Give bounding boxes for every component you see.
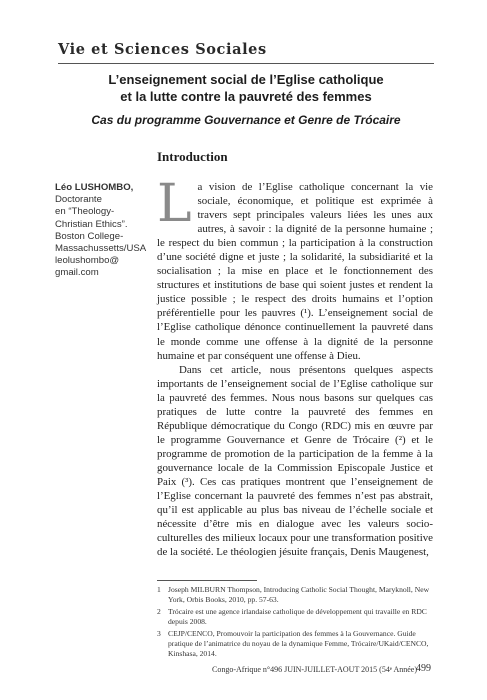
footnote-1 xyxy=(157,585,433,605)
footnote-text: CEJP/CENCO, Promouvoir la participation des femmes à la Gouvernance. Guide pratique de l’animatrice du noyau de la dynamique Femme, Trócaire/UKaid/CENCO, Kinshasa, 2014. xyxy=(168,629,429,658)
paragraph-1 xyxy=(157,174,433,363)
author-line: Boston College- xyxy=(55,230,124,242)
footnote-2 xyxy=(157,607,433,627)
author-line: en “Theology- xyxy=(55,206,115,218)
footnote-number: 1 xyxy=(157,585,161,594)
issue-footer: Congo-Afrique n°496 JUIN-JUILLET-AOUT 2015 (54ᵉ Année) xyxy=(212,665,417,674)
article-body xyxy=(157,174,433,559)
footnote-text: Trócaire est une agence irlandaise catholique de développement qui travaille en RDC depuis 2008. xyxy=(168,607,427,626)
author-line: Doctorante xyxy=(55,194,102,206)
article-title-line-1: L’enseignement social de l’Eglise catholique xyxy=(108,72,384,87)
article-subtitle: Cas du programme Gouvernance et Genre de Trócaire xyxy=(91,113,401,127)
footnote-number: 2 xyxy=(157,607,161,616)
footnote-number: 3 xyxy=(157,629,161,638)
section-heading-introduction: Introduction xyxy=(157,149,228,164)
author-email: gmail.com xyxy=(55,267,99,279)
footnote-text: Joseph MILBURN Thompson, Introducing Catholic Social Thought, Maryknoll, New York, Orbis Books, 2010, pp. 57-63. xyxy=(168,585,430,604)
article-title xyxy=(58,71,434,105)
paragraph-1-text: a vision de l’Eglise catholique concernant la vie sociale, économique, et politique est exprimée à travers sept principales valeurs liées les unes aux autres, à savoir : la dignité de la personne humaine ; le respect du bien commun ; la participation à la construction d’une société digne et juste ; la solidarité, la subsidiarité et la socialisation ; la mise en place et le fonctionnement des structures et institutions de base qui soient justes et rendent la justice possible ; le respect des droits humains et l’option préférentielle pour les pauvres (¹). L’enseignement social de l’Eglise catholique dénonce continuellement la pauvreté dans le monde comme une offense à la dignité de la personne humaine et par conséquent une offense à Dieu. xyxy=(157,181,433,362)
author-name: Léo LUSHOMBO, xyxy=(55,182,134,193)
paragraph-2: Dans cet article, nous présentons quelques aspects importants de l’enseignement social de l’Eglise catholique sur la pauvreté des femmes. Nous nous basons sur quelques cas pratiques de lutte contre la pauvreté des femmes en République démocratique du Congo (RDC) mis en œuvre par le programme Gouvernance et Genre de Trócaire (²) et le programme de promotion de la participation de la femme à la gouvernance locale de la Commission Episcopale Justice et Paix (³). Ces cas pratiques montrent que l’enseignement de l’Eglise concernant la pauvreté des femmes n’est pas abstrait, qu’il est applicable au plus bas niveau de l’échelle sociale et nécessite d’être mis en dialogue avec les valeurs socio-culturelles des milieux locaux pour une transformation positive de la société. Le théologien jésuite français, Denis Maugenest, xyxy=(157,363,433,559)
footnotes xyxy=(157,585,433,661)
article-title-line-2: et la lutte contre la pauvreté des femmes xyxy=(120,89,372,104)
page-number: 499 xyxy=(416,663,431,674)
journal-section-title: Vie et Sciences Sociales xyxy=(58,41,267,58)
author-line: Massachussetts/USA xyxy=(55,243,147,255)
author-line: Christian Ethics”. xyxy=(55,218,128,230)
author-block xyxy=(55,182,155,280)
footnote-rule xyxy=(157,580,257,581)
footnote-3 xyxy=(157,629,433,659)
drop-cap: L xyxy=(157,174,192,234)
author-email: leolushombo@ xyxy=(55,255,120,267)
header-rule xyxy=(58,63,434,64)
